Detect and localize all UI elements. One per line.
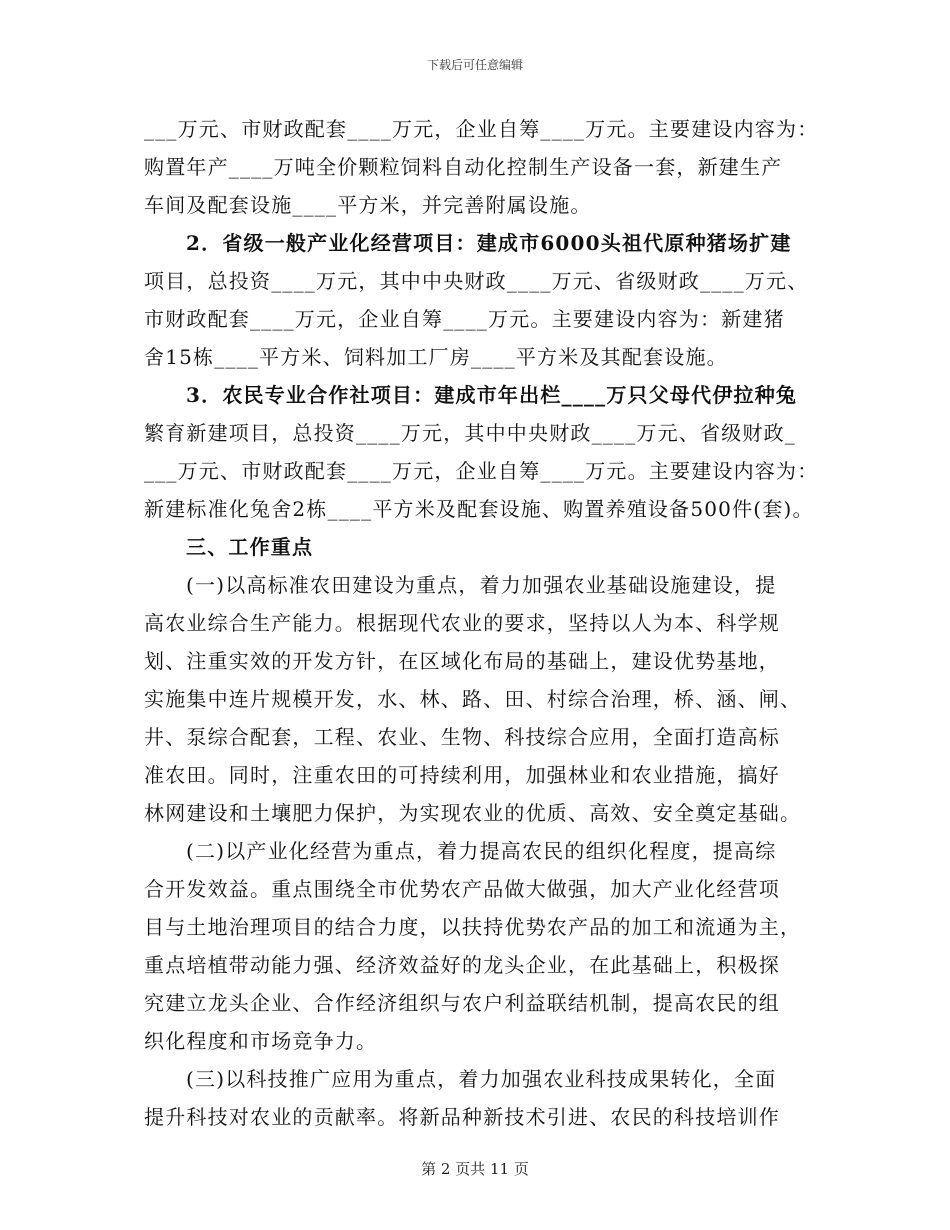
body-line: (三)以科技推广应用为重点，着力加强农业科技成果转化，全面 [186,1067,777,1091]
body-line: 究建立龙头企业、合作经济组织与农户利益联结机制，提高农民的组 [144,991,780,1015]
body-line: 实施集中连片规模开发，水、林、路、田、村综合治理，桥、涵、闸、 [144,687,802,711]
body-line: 目与土地治理项目的结合力度，以扶持优势农产品的加工和流通为主， [144,915,802,939]
body-line: 购置年产____万吨全价颗粒饲料自动化控制生产设备一套，新建生产 [144,155,783,179]
body-line: 林网建设和土壤肥力保护，为实现农业的优质、高效、安全奠定基础。 [144,801,802,825]
body-line: (一)以高标准农田建设为重点，着力加强农业基础设施建设，提 [186,573,777,597]
page-footer: 第 2 页共 11 页 [421,1160,529,1178]
body-line: 提升科技对农业的贡献率。将新品种新技术引进、农民的科技培训作 [144,1105,780,1129]
body-line: 舍15栋____平方米、饲料加工厂房____平方米及其配套设施。 [144,345,728,369]
body-line: (二)以产业化经营为重点，着力提高农民的组织化程度，提高综 [186,839,777,863]
body-line: 繁育新建项目，总投资____万元，其中中央财政____万元、省级财政_ [144,421,796,445]
body-line: 高农业综合生产能力。根据现代农业的要求，坚持以人为本、科学规 [144,611,780,635]
body-line: 新建标准化兔舍2栋____平方米及配套设施、购置养殖设备500件(套)。 [144,497,814,521]
body-line: 合开发效益。重点围绕全市优势农产品做大做强，加大产业化经营项 [144,877,780,901]
body-line: 井、泵综合配套，工程、农业、生物、科技综合应用，全面打造高标 [144,725,780,749]
document-body [144,110,819,1136]
body-line: 重点培植带动能力强、经济效益好的龙头企业，在此基础上，积极探 [144,953,780,977]
section-heading: 三、工作重点 [186,535,314,559]
body-line: 准农田。同时，注重农田的可持续利用，加强林业和农业措施，搞好 [144,763,780,787]
body-line: ___万元、市财政配套____万元，企业自筹____万元。主要建设内容为： [144,117,819,141]
body-line: 织化程度和市场竞争力。 [144,1029,378,1053]
body-line-item-heading: 3．农民专业合作社项目：建成市年出栏____万只父母代伊拉种兔 [186,383,798,407]
body-line: 项目，总投资____万元，其中中央财政____万元、省级财政____万元、 [144,269,809,293]
body-line: ___万元、市财政配套____万元，企业自筹____万元。主要建设内容为： [144,459,819,483]
body-line: 划、注重实效的开发方针，在区域化布局的基础上，建设优势基地， [144,649,780,673]
body-line-item-heading: 2．省级一般产业化经营项目：建成市6000头祖代原种猪场扩建 [186,231,792,255]
body-line: 市财政配套____万元，企业自筹____万元。主要建设内容为：新建猪 [144,307,785,331]
header-note: 下载后可任意编辑 [426,58,523,72]
body-line: 车间及配套设施____平方米，并完善附属设施。 [144,193,592,217]
